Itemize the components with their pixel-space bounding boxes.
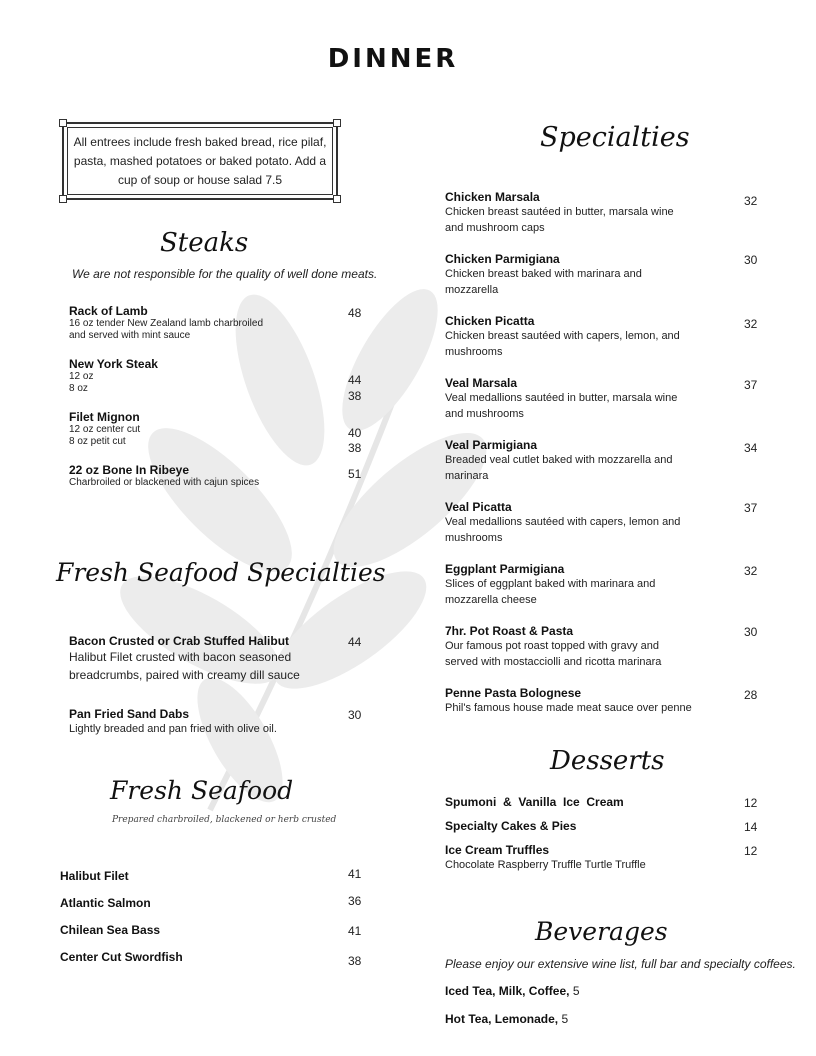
item-price: 28 bbox=[744, 688, 758, 702]
item-price: 37 bbox=[744, 378, 758, 392]
item-price: 30 bbox=[348, 708, 362, 722]
item-desc: mushrooms bbox=[445, 346, 503, 358]
item-name: Chicken Picatta bbox=[445, 314, 535, 328]
menu-item-chicken-marsala bbox=[445, 190, 735, 236]
item-price: 38 bbox=[348, 389, 362, 403]
item-desc: and mushrooms bbox=[445, 408, 524, 420]
item-price: 12 bbox=[744, 844, 758, 858]
item-desc: and served with mint sauce bbox=[69, 329, 191, 341]
item-desc: 12 oz center cut bbox=[69, 424, 141, 435]
steaks-heading: Steaks bbox=[160, 228, 249, 258]
item-name: Ice Cream Truffles bbox=[445, 843, 550, 857]
menu-item-ribeye bbox=[69, 463, 349, 489]
item-price: 5 bbox=[561, 1012, 569, 1026]
item-price: 30 bbox=[744, 625, 758, 639]
item-name: Hot Tea, Lemonade, bbox=[445, 1012, 559, 1026]
item-desc: 8 oz bbox=[69, 382, 88, 394]
menu-item-rack-of-lamb bbox=[69, 304, 369, 341]
item-desc: served with mostacciolli and ricotta marinara bbox=[445, 656, 662, 668]
menu-item-veal-parmigiana bbox=[445, 438, 735, 484]
menu-item-swordfish: Center Cut Swordfish bbox=[60, 950, 183, 964]
item-desc: Veal medallions sautéed with capers, lemon and bbox=[445, 516, 681, 528]
item-price: 32 bbox=[744, 317, 758, 331]
corner-ornament-icon bbox=[333, 119, 341, 127]
item-price: 51 bbox=[348, 467, 362, 481]
menu-item-specialty-cakes: Specialty Cakes & Pies bbox=[445, 819, 577, 833]
item-price: 30 bbox=[744, 253, 758, 267]
menu-item-halibut-filet: Halibut Filet bbox=[60, 869, 129, 883]
menu-item-sand-dabs bbox=[69, 707, 349, 737]
menu-item-halibut-special bbox=[69, 634, 349, 684]
item-price: 44 bbox=[348, 373, 362, 387]
menu-item-chicken-parmigiana bbox=[445, 252, 735, 298]
item-price: 12 bbox=[744, 796, 758, 810]
corner-ornament-icon bbox=[59, 119, 67, 127]
menu-item-chilean-sea-bass: Chilean Sea Bass bbox=[60, 923, 161, 937]
desserts-heading: Desserts bbox=[550, 746, 665, 776]
item-desc: 16 oz tender New Zealand lamb charbroiled bbox=[69, 318, 263, 329]
item-desc: Slices of eggplant baked with marinara and bbox=[445, 578, 656, 590]
item-desc: and mushroom caps bbox=[445, 222, 545, 234]
menu-item-eggplant-parmigiana bbox=[445, 562, 735, 608]
beverages-heading: Beverages bbox=[535, 917, 668, 946]
item-name: Chicken Marsala bbox=[445, 190, 540, 204]
item-desc: Lightly breaded and pan fried with olive oil. bbox=[69, 723, 277, 735]
item-name: 7hr. Pot Roast & Pasta bbox=[445, 624, 574, 638]
item-price: 5 bbox=[572, 984, 580, 998]
item-name: 22 oz Bone In Ribeye bbox=[69, 463, 190, 477]
item-name: Penne Pasta Bolognese bbox=[445, 686, 582, 700]
item-price: 14 bbox=[744, 820, 758, 834]
item-desc: 8 oz petit cut bbox=[69, 435, 126, 447]
item-price: 32 bbox=[744, 564, 758, 578]
fresh-seafood-subheading: Prepared charbroiled, blackened or herb crusted bbox=[112, 815, 337, 825]
item-desc: 12 oz bbox=[69, 371, 94, 382]
item-desc: Chocolate Raspberry Truffle Turtle Truffle bbox=[445, 859, 646, 871]
item-desc: Our famous pot roast topped with gravy and bbox=[445, 640, 660, 652]
item-price: 44 bbox=[348, 635, 362, 649]
item-name: Veal Picatta bbox=[445, 500, 512, 514]
item-desc: Chicken breast sautéed with capers, lemon, and bbox=[445, 330, 680, 342]
item-desc: mozzarella bbox=[445, 284, 499, 296]
item-name: Eggplant Parmigiana bbox=[445, 562, 565, 576]
seafood-specialties-heading: Fresh Seafood Specialties bbox=[56, 558, 386, 587]
item-name: New York Steak bbox=[69, 357, 158, 371]
item-price: 38 bbox=[348, 441, 362, 455]
item-price: 41 bbox=[348, 924, 362, 938]
steaks-note: We are not responsible for the quality of well done meats. bbox=[72, 267, 378, 281]
item-desc: Halibut Filet crusted with bacon seasoned bbox=[69, 650, 292, 664]
menu-item-veal-picatta bbox=[445, 500, 735, 546]
item-name: Pan Fried Sand Dabs bbox=[69, 707, 190, 721]
item-price: 32 bbox=[744, 194, 758, 208]
menu-item-atlantic-salmon: Atlantic Salmon bbox=[60, 896, 151, 910]
item-price: 41 bbox=[348, 867, 362, 881]
menu-item-spumoni: Spumoni & Vanilla Ice Cream bbox=[445, 795, 624, 809]
menu-item-veal-marsala bbox=[445, 376, 735, 422]
menu-item-iced-tea bbox=[445, 984, 580, 998]
item-desc: Charbroiled or blackened with cajun spices bbox=[69, 477, 260, 488]
item-name: Veal Parmigiana bbox=[445, 438, 538, 452]
item-desc: Chicken breast baked with marinara and bbox=[445, 268, 642, 280]
fresh-seafood-heading: Fresh Seafood bbox=[110, 776, 294, 805]
item-desc: Breaded veal cutlet baked with mozzarella and bbox=[445, 454, 673, 466]
beverages-note: Please enjoy our extensive wine list, full bar and specialty coffees. bbox=[445, 957, 796, 971]
menu-item-pot-roast bbox=[445, 624, 735, 670]
item-price: 48 bbox=[348, 306, 362, 320]
item-desc: Veal medallions sautéed in butter, marsala wine bbox=[445, 392, 678, 404]
item-desc: mushrooms bbox=[445, 532, 503, 544]
corner-ornament-icon bbox=[333, 195, 341, 203]
menu-item-penne-bolognese bbox=[445, 686, 735, 716]
item-desc: Chicken breast sautéed in butter, marsala wine bbox=[445, 206, 674, 218]
corner-ornament-icon bbox=[59, 195, 67, 203]
item-price: 38 bbox=[348, 954, 362, 968]
item-name: Veal Marsala bbox=[445, 376, 518, 390]
menu-item-ice-cream-truffles bbox=[445, 843, 735, 873]
item-price: 36 bbox=[348, 894, 362, 908]
item-price: 40 bbox=[348, 426, 362, 440]
item-name: Iced Tea, Milk, Coffee, bbox=[445, 984, 570, 998]
item-name: Bacon Crusted or Crab Stuffed Halibut bbox=[69, 634, 290, 648]
item-desc: breadcrumbs, paired with creamy dill sauce bbox=[69, 668, 300, 682]
item-desc: Phil's famous house made meat sauce over penne bbox=[445, 702, 692, 714]
item-name: Chicken Parmigiana bbox=[445, 252, 560, 266]
menu-item-new-york-steak bbox=[69, 357, 329, 394]
item-name: Filet Mignon bbox=[69, 410, 140, 424]
specialties-heading: Specialties bbox=[540, 122, 690, 153]
menu-item-chicken-picatta bbox=[445, 314, 735, 360]
item-desc: mozzarella cheese bbox=[445, 594, 537, 606]
item-name: Rack of Lamb bbox=[69, 304, 148, 318]
item-price: 34 bbox=[744, 441, 758, 455]
notice-text: All entrees include fresh baked bread, rice pilaf, pasta, mashed potatoes or baked potato. Add a cup of soup or house salad 7.5 bbox=[73, 135, 327, 187]
menu-item-hot-tea bbox=[445, 1012, 568, 1026]
item-price: 37 bbox=[744, 501, 758, 515]
menu-item-filet-mignon bbox=[69, 410, 329, 447]
item-desc: marinara bbox=[445, 470, 489, 482]
page-title: DINNER bbox=[327, 44, 459, 74]
entrees-notice-box bbox=[62, 122, 338, 200]
